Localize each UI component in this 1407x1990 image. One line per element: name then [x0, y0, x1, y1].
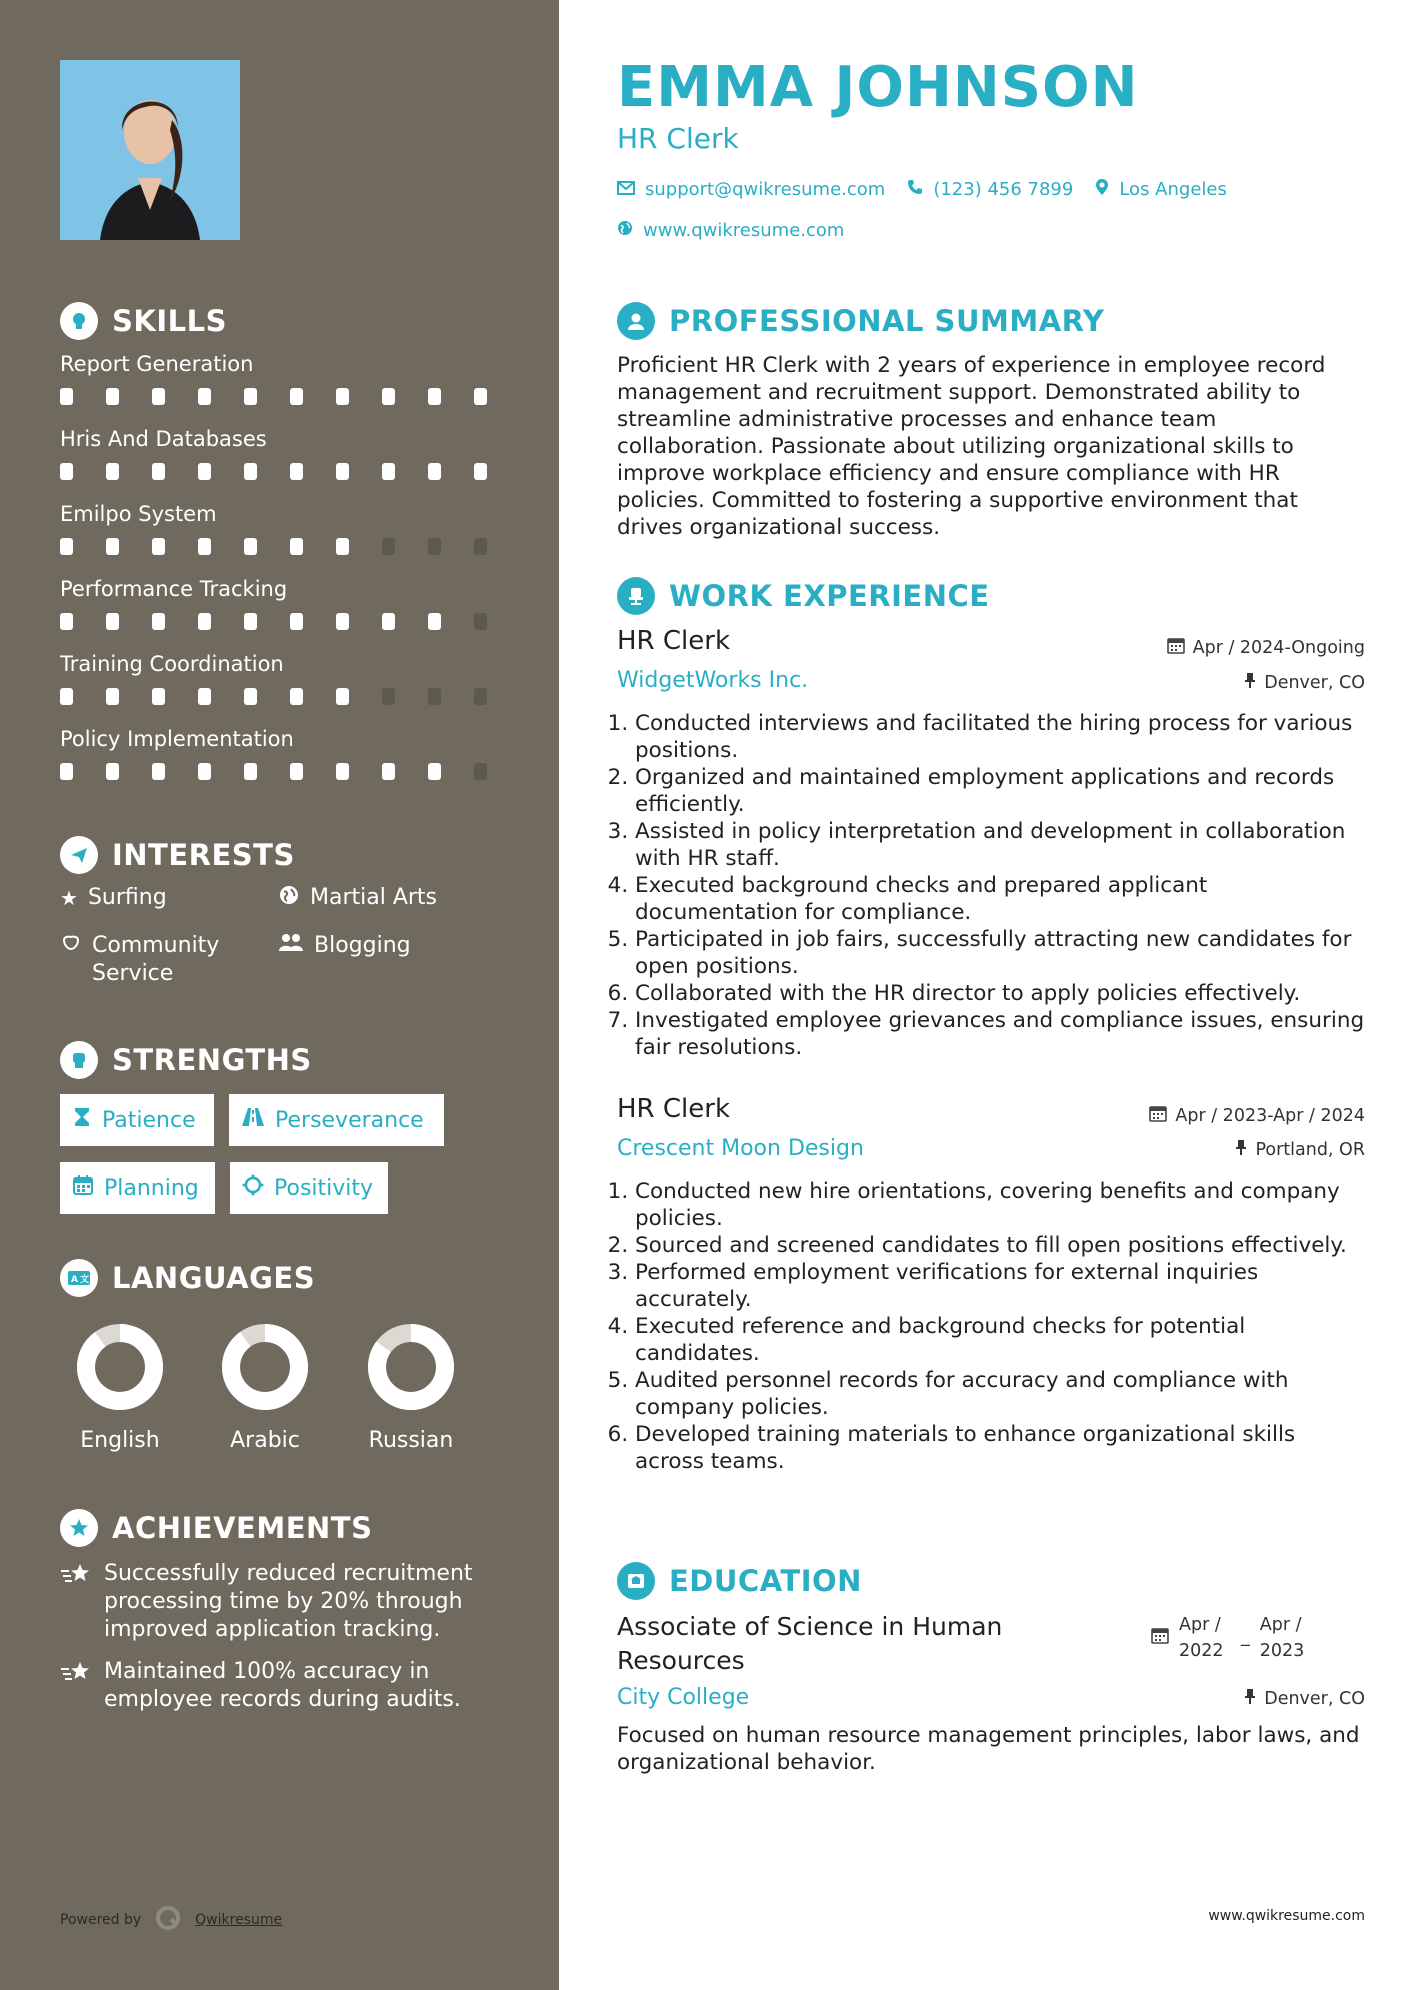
- responsibility-item: 5. Participated in job fairs, successfully attracting new candidates for open positions.: [635, 926, 1367, 980]
- interest-item: [60, 932, 260, 988]
- experience-title: WORK EXPERIENCE: [669, 579, 990, 613]
- skill-label: Hris And Databases: [60, 427, 267, 451]
- skill-rating-dot: [336, 613, 349, 630]
- responsibility-item: 3. Performed employment verifications for external inquiries accurately.: [635, 1259, 1367, 1313]
- skill-rating-dot: [290, 388, 303, 405]
- skill-label: Report Generation: [60, 352, 254, 376]
- envelope-icon: [617, 179, 635, 200]
- globe-icon: [278, 884, 300, 914]
- lightbulb-icon: [60, 302, 98, 340]
- job-title: HR Clerk: [617, 626, 731, 656]
- pushpin-icon: [1235, 1139, 1247, 1160]
- skill-rating-dot: [336, 688, 349, 705]
- skills-header: [60, 302, 227, 340]
- skill-rating-dot: [290, 763, 303, 780]
- skill-item: [60, 427, 520, 502]
- website-link[interactable]: www.qwikresume.com: [643, 220, 845, 241]
- language-label: Arabic: [230, 1428, 300, 1453]
- summary-header: [617, 302, 1104, 340]
- skill-rating-dot: [382, 688, 395, 705]
- qwikresume-logo-icon: [153, 1903, 183, 1937]
- language-label: English: [80, 1428, 160, 1453]
- job-dates-text: Apr / 2024-Ongoing: [1192, 637, 1365, 658]
- degree-title: Associate of Science in Human Resources: [617, 1612, 1003, 1675]
- powered-by: [60, 1903, 282, 1937]
- skill-label: Emilpo System: [60, 502, 217, 526]
- strength-badge: [230, 1162, 388, 1214]
- skill-rating-dot: [336, 763, 349, 780]
- skill-rating-dot: [290, 463, 303, 480]
- contact-row: [617, 178, 1227, 201]
- location-pin-icon: [1095, 178, 1109, 201]
- skill-rating-dot: [198, 763, 211, 780]
- job-title: HR Clerk: [617, 1094, 731, 1124]
- interest-label: Community Service: [92, 933, 220, 986]
- achievements-title: ACHIEVEMENTS: [112, 1511, 373, 1545]
- responsibility-item: 2. Sourced and screened candidates to fill open positions effectively.: [635, 1232, 1367, 1259]
- responsibility-item: 3. Assisted in policy interpretation and development in collaboration with HR staff.: [635, 818, 1367, 872]
- calendar-icon: [1149, 1104, 1167, 1127]
- education-dates: [1151, 1612, 1312, 1664]
- job-dates: [1167, 636, 1365, 659]
- job-location: [1235, 1139, 1365, 1160]
- responsibility-item: 2. Organized and maintained employment applications and records efficiently.: [635, 764, 1367, 818]
- skill-rating-dot: [428, 688, 441, 705]
- powered-by-label: Powered by: [60, 1912, 142, 1928]
- skill-item: [60, 727, 520, 802]
- achievement-text: Successfully reduced recruitment processing time by 20% through improved application tracking.: [104, 1561, 473, 1642]
- skill-rating: [60, 613, 520, 630]
- road-icon: [241, 1106, 265, 1134]
- hourglass-icon: [72, 1106, 92, 1134]
- interest-item: [278, 932, 518, 962]
- website-row: [617, 220, 844, 241]
- interest-label: Martial Arts: [310, 885, 438, 910]
- skill-rating-dot: [152, 688, 165, 705]
- phone-icon: [907, 179, 923, 200]
- languages-header: [60, 1259, 315, 1297]
- skill-rating-dot: [428, 538, 441, 555]
- skill-rating-dot: [60, 388, 73, 405]
- skills-list: [60, 352, 520, 802]
- skill-rating-dot: [244, 388, 257, 405]
- user-icon: [617, 302, 655, 340]
- skill-rating-dot: [244, 463, 257, 480]
- job-dates-text: Apr / 2023-Apr / 2024: [1175, 1105, 1365, 1126]
- shooting-star-icon: [60, 1658, 94, 1714]
- skill-rating-dot: [382, 538, 395, 555]
- skill-rating: [60, 463, 520, 480]
- skill-rating-dot: [198, 538, 211, 555]
- achievements-header: [60, 1509, 372, 1547]
- strength-badge: [229, 1094, 444, 1146]
- responsibility-item: 7. Investigated employee grievances and compliance issues, ensuring fair resolutions.: [635, 1007, 1367, 1061]
- summary-title: PROFESSIONAL SUMMARY: [669, 304, 1105, 338]
- skill-rating-dot: [290, 688, 303, 705]
- candidate-role: HR Clerk: [617, 122, 739, 155]
- skill-label: Training Coordination: [60, 652, 284, 676]
- responsibility-item: 1. Conducted new hire orientations, covering benefits and company policies.: [635, 1178, 1367, 1232]
- language-level-ring: [366, 1322, 456, 1416]
- skill-rating-dot: [474, 388, 487, 405]
- education-location-text: Denver, CO: [1264, 1688, 1365, 1709]
- skill-rating-dot: [474, 463, 487, 480]
- skill-rating-dot: [152, 763, 165, 780]
- skill-label: Policy Implementation: [60, 727, 294, 751]
- school-name: City College: [617, 1685, 750, 1710]
- svg-text:文: 文: [80, 1275, 90, 1285]
- skill-rating-dot: [152, 463, 165, 480]
- education-header: [617, 1562, 862, 1600]
- skill-rating-dot: [152, 613, 165, 630]
- skill-rating-dot: [290, 538, 303, 555]
- sidebar: [0, 0, 559, 1990]
- fist-icon: [60, 1041, 98, 1079]
- language-label: Russian: [368, 1428, 454, 1453]
- skill-rating-dot: [428, 463, 441, 480]
- skill-rating-dot: [474, 613, 487, 630]
- strength-label: Positivity: [274, 1175, 374, 1201]
- skill-rating-dot: [60, 538, 73, 555]
- responsibility-item: 5. Audited personnel records for accuracy and compliance with company policies.: [635, 1367, 1367, 1421]
- interest-label: Blogging: [314, 933, 411, 958]
- language-icon: [60, 1259, 98, 1297]
- job-responsibilities: [617, 710, 1367, 1061]
- skill-rating-dot: [336, 538, 349, 555]
- skill-rating-dot: [244, 763, 257, 780]
- education-title: EDUCATION: [669, 1564, 862, 1598]
- skill-rating-dot: [290, 613, 303, 630]
- interest-label: Surfing: [87, 885, 167, 910]
- job-company: WidgetWorks Inc.: [617, 668, 809, 693]
- skill-rating-dot: [106, 463, 119, 480]
- skill-rating-dot: [60, 463, 73, 480]
- language-level-ring: [220, 1322, 310, 1416]
- footer-website[interactable]: www.qwikresume.com: [1208, 1908, 1365, 1924]
- location-text: Los Angeles: [1119, 179, 1227, 200]
- qwikresume-link[interactable]: Qwikresume: [195, 1912, 283, 1928]
- skill-rating-dot: [106, 688, 119, 705]
- skill-item: [60, 652, 520, 727]
- skill-rating: [60, 538, 520, 555]
- skill-rating-dot: [382, 763, 395, 780]
- interest-item: [278, 884, 518, 914]
- skill-rating-dot: [198, 388, 211, 405]
- calendar-icon: [1167, 636, 1185, 659]
- svg-text:A: A: [71, 1275, 78, 1285]
- briefcase-chair-icon: [617, 577, 655, 615]
- summary-text: Proficient HR Clerk with 2 years of experience in employee record management and recruitment support. Demonstrated ability to streamline administrative processes and enhance team collaboration. Passionate about utilizing organizational skills to improve workplace efficiency and ensure compliance with HR policies. Committed to fostering a supportive environment that drives organizational success.: [617, 353, 1326, 540]
- responsibility-item: 6. Collaborated with the HR director to apply policies effectively.: [635, 980, 1367, 1007]
- skill-rating-dot: [198, 613, 211, 630]
- interests-header: [60, 836, 295, 874]
- calendar-icon: [1151, 1626, 1169, 1652]
- star-icon: ★: [60, 886, 78, 910]
- interest-item: [60, 884, 260, 912]
- skill-rating-dot: [60, 688, 73, 705]
- education-end: Apr / 2023: [1259, 1615, 1305, 1661]
- strength-badge: [60, 1162, 215, 1214]
- job-responsibilities: [617, 1178, 1367, 1475]
- responsibility-item: 6. Developed training materials to enhance organizational skills across teams.: [635, 1421, 1367, 1475]
- skill-rating: [60, 688, 520, 705]
- skill-rating-dot: [244, 688, 257, 705]
- date-separator: _: [1241, 1627, 1250, 1647]
- skill-rating-dot: [428, 613, 441, 630]
- calendar-icon: [72, 1174, 94, 1202]
- skill-rating-dot: [382, 613, 395, 630]
- strengths-header: [60, 1041, 312, 1079]
- achievement-text: Maintained 100% accuracy in employee records during audits.: [104, 1659, 461, 1712]
- skill-rating-dot: [60, 613, 73, 630]
- education-location: [1244, 1688, 1365, 1709]
- main-content: [559, 0, 1407, 1990]
- skill-rating-dot: [244, 538, 257, 555]
- responsibility-item: 4. Executed reference and background checks for potential candidates.: [635, 1313, 1367, 1367]
- achievement-item: [60, 1658, 490, 1714]
- experience-header: [617, 577, 990, 615]
- job-location-text: Portland, OR: [1255, 1139, 1365, 1160]
- skill-rating-dot: [428, 763, 441, 780]
- skill-rating-dot: [106, 538, 119, 555]
- job-company: Crescent Moon Design: [617, 1136, 864, 1161]
- pushpin-icon: [1244, 1688, 1256, 1709]
- graduation-icon: [617, 1562, 655, 1600]
- skill-rating-dot: [106, 388, 119, 405]
- language-level-ring: [75, 1322, 165, 1416]
- job-location: [1244, 672, 1365, 693]
- responsibility-item: 1. Conducted interviews and facilitated the hiring process for various positions.: [635, 710, 1367, 764]
- phone-text: (123) 456 7899: [933, 179, 1074, 200]
- skill-rating-dot: [60, 763, 73, 780]
- skill-rating-dot: [198, 688, 211, 705]
- skill-rating-dot: [152, 388, 165, 405]
- education-start: Apr / 2022: [1179, 1615, 1224, 1661]
- skill-rating: [60, 388, 520, 405]
- skill-rating-dot: [244, 613, 257, 630]
- hand-icon: [60, 932, 82, 962]
- strength-label: Perseverance: [275, 1107, 424, 1133]
- profile-photo: [60, 60, 240, 240]
- skill-rating-dot: [382, 463, 395, 480]
- skill-rating-dot: [106, 763, 119, 780]
- strength-label: Planning: [104, 1175, 199, 1201]
- strength-label: Patience: [102, 1107, 196, 1133]
- strength-badge: [60, 1094, 214, 1146]
- interests-title: INTERESTS: [112, 838, 295, 872]
- trophy-star-icon: [60, 1509, 98, 1547]
- skill-rating: [60, 763, 520, 780]
- candidate-name: EMMA JOHNSON: [617, 55, 1139, 120]
- pushpin-icon: [1244, 672, 1256, 693]
- skill-rating-dot: [336, 463, 349, 480]
- languages-title: LANGUAGES: [112, 1261, 316, 1295]
- globe-icon: [617, 220, 633, 241]
- job-dates: [1149, 1104, 1365, 1127]
- skill-item: [60, 502, 520, 577]
- skill-rating-dot: [474, 538, 487, 555]
- strengths-title: STRENGTHS: [112, 1043, 312, 1077]
- email-link[interactable]: support@qwikresume.com: [645, 179, 886, 200]
- responsibility-item: 4. Executed background checks and prepared applicant documentation for compliance.: [635, 872, 1367, 926]
- shooting-star-icon: [60, 1560, 94, 1644]
- paper-plane-icon: [60, 836, 98, 874]
- skill-rating-dot: [198, 463, 211, 480]
- skill-rating-dot: [474, 688, 487, 705]
- skill-rating-dot: [106, 613, 119, 630]
- skill-rating-dot: [474, 763, 487, 780]
- achievement-item: [60, 1560, 490, 1644]
- skill-rating-dot: [428, 388, 441, 405]
- skills-title: SKILLS: [112, 304, 227, 338]
- skill-item: [60, 577, 520, 652]
- skill-rating-dot: [382, 388, 395, 405]
- skill-rating-dot: [336, 388, 349, 405]
- job-location-text: Denver, CO: [1264, 672, 1365, 693]
- sun-icon: [242, 1174, 264, 1202]
- people-icon: [278, 932, 304, 962]
- skill-rating-dot: [152, 538, 165, 555]
- education-description: Focused on human resource management principles, labor laws, and organizational behavior.: [617, 1723, 1360, 1775]
- skill-label: Performance Tracking: [60, 577, 288, 601]
- skill-item: [60, 352, 520, 427]
